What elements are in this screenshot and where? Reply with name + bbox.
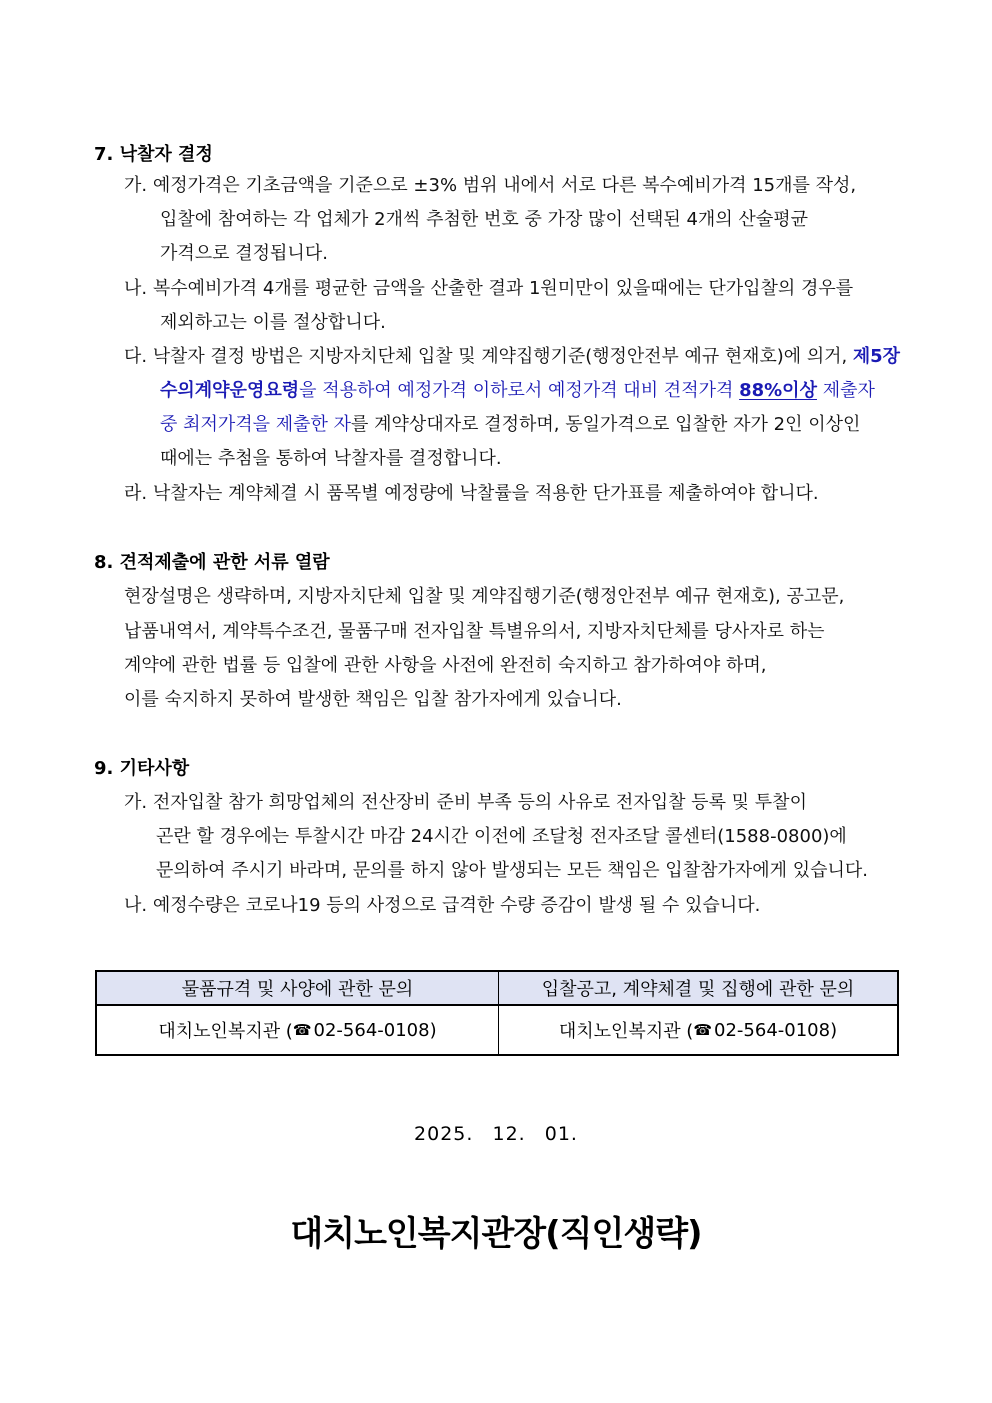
s9-ga-line-1: 가. 전자입찰 참가 희망업체의 전산장비 준비 부족 등의 사유로 전자입찰 등록 및 투찰이	[124, 792, 807, 813]
s8-line-3: 계약에 관한 법률 등 입찰에 관한 사항을 사전에 완전히 숙지하고 참가하여야 하며,	[124, 655, 767, 676]
s7-da-line-2	[160, 379, 875, 403]
table-cell-contract-contact	[499, 1006, 897, 1054]
s7-da-rest: 를 계약상대자로 결정하며, 동일가격으로 입찰한 자가 2인 이상인	[351, 414, 861, 435]
s7-na-line-1: 나. 복수예비가격 4개를 평균한 금액을 산출한 결과 1원미만이 있을때에는 단가입찰의 경우를	[124, 278, 854, 299]
table-cell-spec-contact	[97, 1006, 499, 1054]
s7-ga-line-1: 가. 예정가격은 기초금액을 기준으로 ±3% 범위 내에서 서로 다른 복수예비가격 15개를 작성,	[124, 175, 857, 196]
s9-na-line: 나. 예정수량은 코로나19 등의 사정으로 급격한 수량 증감이 발생 될 수 있습니다.	[124, 895, 761, 916]
s8-line-1: 현장설명은 생략하며, 지방자치단체 입찰 및 계약집행기준(행정안전부 예규 현재호), 공고문,	[124, 586, 845, 607]
section-7-title: 7. 낙찰자 결정	[94, 144, 213, 165]
s7-da-line-3	[160, 413, 860, 437]
section-9-title: 9. 기타사항	[94, 758, 190, 779]
s7-da-percentage: 88%이상	[739, 380, 817, 401]
contact-phone: 02-564-0108)	[714, 1019, 838, 1041]
s7-da-apply: 을 적용하여 예정가격 이하로서 예정가격 대비 견적가격	[299, 380, 740, 401]
s9-ga-line-2: 곤란 할 경우에는 투찰시간 마감 24시간 이전에 조달청 전자조달 콜센터(1588-0800)에	[156, 826, 847, 847]
s8-line-4: 이를 숙지하지 못하여 발생한 책임은 입찰 참가자에게 있습니다.	[124, 689, 622, 710]
contact-phone: 02-564-0108)	[313, 1019, 437, 1041]
s7-da-chapter: 제5장	[852, 346, 900, 367]
s7-ga-line-2: 입찰에 참여하는 각 업체가 2개씩 추첨한 번호 중 가장 많이 선택된 4개의 산술평균	[160, 209, 808, 230]
contact-table	[95, 970, 899, 1056]
phone-icon: ☎	[292, 1021, 312, 1039]
s7-da-submitter: 제출자	[816, 380, 875, 401]
s8-line-2: 납품내역서, 계약특수조건, 물품구매 전자입찰 특별유의서, 지방자치단체를 당사자로 하는	[124, 621, 825, 642]
s7-na-line-2: 제외하고는 이를 절상합니다.	[160, 312, 386, 333]
phone-icon: ☎	[693, 1021, 713, 1039]
signature: 대치노인복지관장(직인생략)	[290, 1214, 702, 1254]
s7-da-guideline: 수의계약운영요령	[160, 380, 300, 401]
s7-da-lowest: 중 최저가격을 제출한 자	[160, 414, 352, 435]
s7-da-line-4: 때에는 추첨을 통하여 낙찰자를 결정합니다.	[160, 448, 502, 469]
table-header-contract: 입찰공고, 계약체결 및 집행에 관한 문의	[499, 972, 897, 1006]
s7-ra-line: 라. 낙찰자는 계약체결 시 품목별 예정량에 낙찰률을 적용한 단가표를 제출하여야 합니다.	[124, 483, 819, 504]
section-8-title: 8. 견적제출에 관한 서류 열람	[94, 552, 330, 573]
s7-da-line-1	[124, 345, 900, 369]
contact-name: 대치노인복지관 (	[558, 1021, 694, 1042]
document-date: 2025. 12. 01.	[414, 1123, 578, 1145]
s9-ga-line-3: 문의하여 주시기 바라며, 문의를 하지 않아 발생되는 모든 책임은 입찰참가자에게 있습니다.	[156, 860, 869, 881]
contact-name: 대치노인복지관 (	[158, 1021, 293, 1042]
table-header-spec: 물품규격 및 사양에 관한 문의	[97, 972, 499, 1006]
s7-ga-line-3: 가격으로 결정됩니다.	[160, 243, 328, 264]
s7-da-text: 다. 낙찰자 결정 방법은 지방자치단체 입찰 및 계약집행기준(행정안전부 예규 현재호)에 의거,	[124, 346, 853, 367]
